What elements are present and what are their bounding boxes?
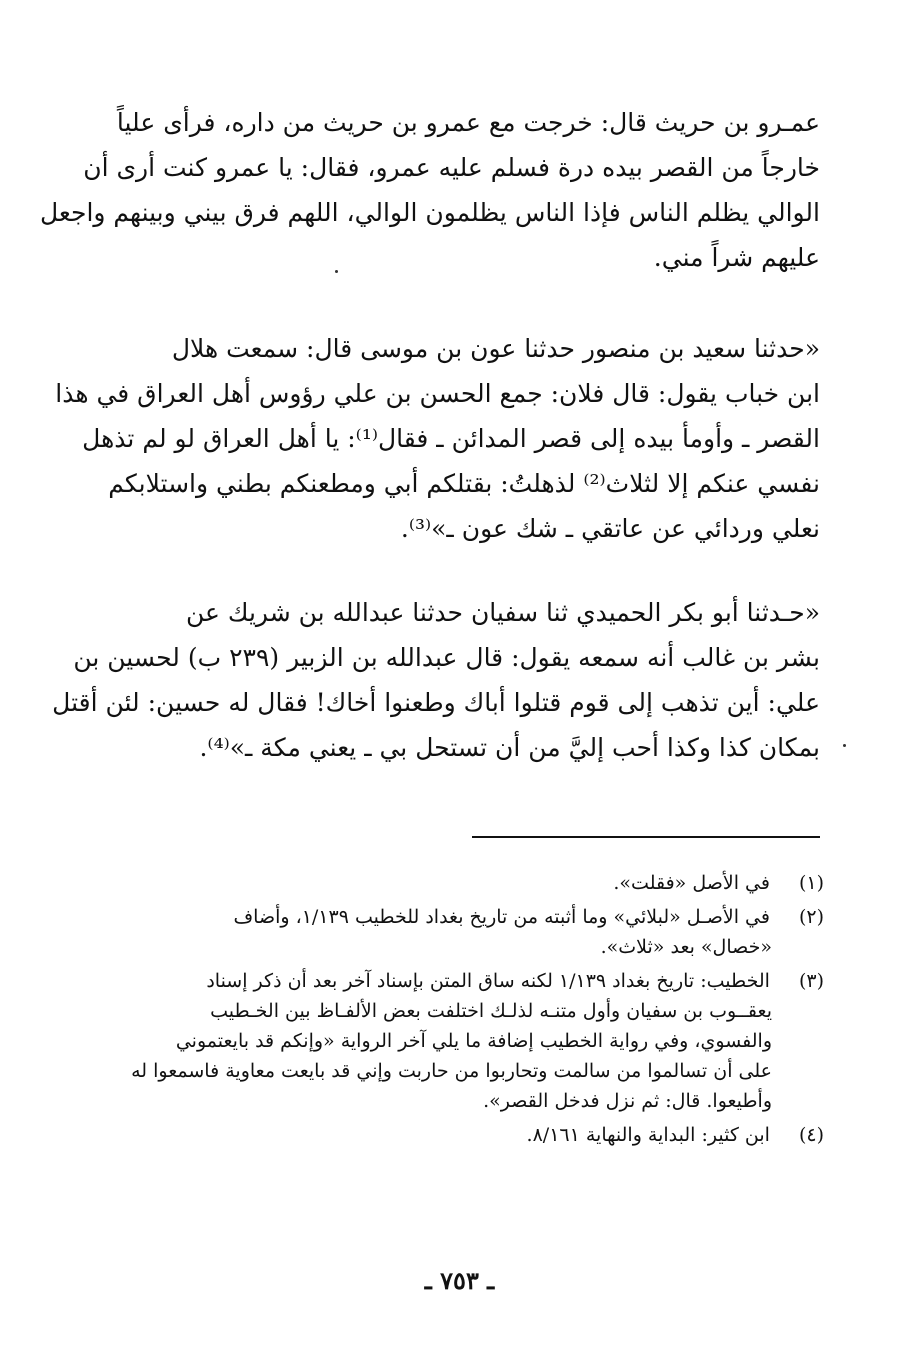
text-line: بمكان كذا وكذا أحب إليَّ من أن تستحل بي ـ يعني مكة ـ»⁽⁴⁾. <box>199 733 820 762</box>
text-line: بشر بن غالب أنه سمعه يقول: قال عبدالله بن الزبير (٢٣٩ ب) لحسين بن <box>73 643 820 672</box>
footnote-text: على أن تسالموا من سالمت وتحاربوا من حاربت وإني قد بايعت معاوية فاسمعوا له <box>131 1060 772 1082</box>
text-line: «حدثنا سعيد بن منصور حدثنا عون بن موسى قال: سمعت هلال <box>171 334 820 363</box>
footnote-number: (٢) <box>798 906 824 928</box>
text-line: الوالي يظلم الناس فإذا الناس يظلمون الوالي، اللهم فرق بيني وبينهم واجعل <box>40 198 820 227</box>
footnote-1 <box>120 868 824 898</box>
scan-speck <box>335 270 338 273</box>
page-number: ـ ٧٥٣ ـ <box>424 1266 495 1295</box>
text-line: نفسي عنكم إلا لثلاث⁽²⁾ لذهلتُ: بقتلكم أبي ومطعنكم بطني واستلابكم <box>108 469 820 498</box>
text-line: نعلي وردائي عن عاتقي ـ شك عون ـ»⁽³⁾. <box>400 514 820 543</box>
footnote-2 <box>120 902 824 962</box>
footnote-text: يعقــوب بن سفيان وأول متنـه لذلـك اختلفت بعض الألفـاظ بين الخـطيب <box>210 1000 772 1022</box>
footnotes <box>120 868 824 1154</box>
footnote-text: الخطيب: تاريخ بغداد ١/١٣٩ لكنه ساق المتن بإسناد آخر بعد أن ذكر إسناد <box>206 970 770 992</box>
footnote-text: والفسوي، وفي رواية الخطيب إضافة ما يلي آخر الرواية «وإنكم قد بايعتموني <box>175 1030 772 1052</box>
footnote-text: ابن كثير: البداية والنهاية ٨/١٦١. <box>526 1124 770 1146</box>
footnote-4 <box>120 1120 824 1150</box>
paragraph-1 <box>40 100 820 280</box>
footnote-text: في الأصل «فقلت». <box>613 872 770 894</box>
footnote-text: «خصال» بعد «ثلاث». <box>600 936 772 958</box>
footnote-separator <box>472 836 820 838</box>
paragraph-2 <box>55 326 820 551</box>
footnote-line <box>120 1120 824 1150</box>
footnote-number: (٣) <box>798 970 824 992</box>
text-line: خارجاً من القصر بيده درة فسلم عليه عمرو، فقال: يا عمرو كنت أرى أن <box>83 153 820 182</box>
text-line: «حـدثنا أبو بكر الحميدي ثنا سفيان حدثنا عبدالله بن شريك عن <box>185 598 820 627</box>
paragraph-3 <box>52 590 820 770</box>
scan-speck <box>843 744 846 747</box>
footnote-line <box>120 966 824 996</box>
footnote-line <box>120 902 824 932</box>
footnote-number: (٤) <box>798 1124 824 1146</box>
footnote-text: في الأصـل «لبلائي» وما أثبته من تاريخ بغداد للخطيب ١/١٣٩، وأضاف <box>233 906 770 928</box>
text-line: ابن خباب يقول: قال فلان: جمع الحسن بن علي رؤوس أهل العراق في هذا <box>55 379 820 408</box>
footnote-text: وأطيعوا. قال: ثم نزل فدخل القصر». <box>483 1090 772 1112</box>
footnote-number: (١) <box>798 872 824 894</box>
footnote-line <box>120 868 824 898</box>
text-line: القصر ـ وأومأ بيده إلى قصر المدائن ـ فقال⁽¹⁾: يا أهل العراق لو لم تذهل <box>82 424 820 453</box>
text-line: عليهم شراً مني. <box>653 243 820 272</box>
text-line: علي: أين تذهب إلى قوم قتلوا أباك وطعنوا أخاك! فقال له حسين: لئن أقتل <box>52 688 820 717</box>
footnote-3 <box>120 966 824 1116</box>
text-line: عمـرو بن حريث قال: خرجت مع عمرو بن حريث من داره، فرأى علياً <box>116 108 820 137</box>
